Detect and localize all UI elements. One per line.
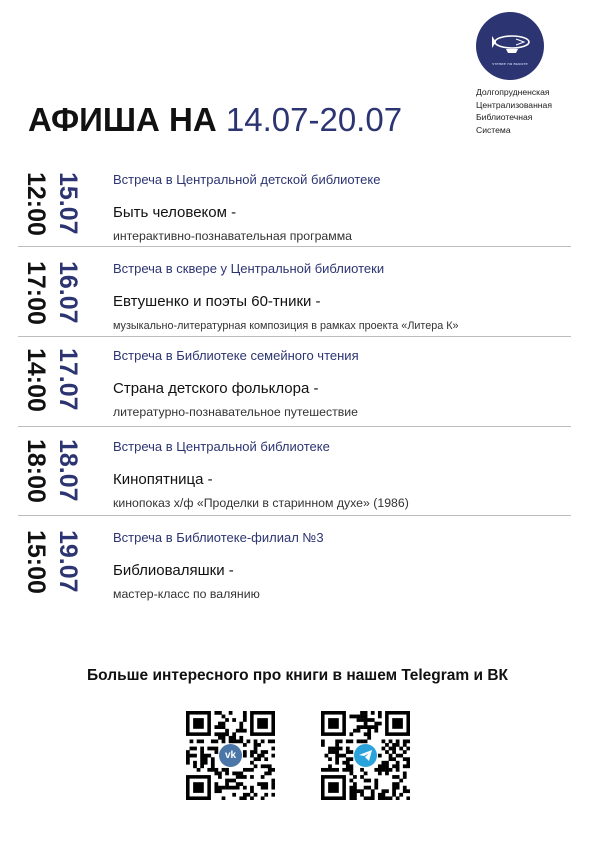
- event-description: интерактивно-познавательная программа: [113, 229, 352, 243]
- vk-qr-code[interactable]: [186, 711, 275, 800]
- footer-text: Больше интересного про книги в нашем Telegram и ВК: [87, 667, 508, 684]
- telegram-icon: [354, 744, 377, 767]
- event-date: 18.07: [54, 439, 82, 502]
- org-line: Долгопрудненская: [476, 87, 550, 97]
- logo-caption: чтение на высоте: [492, 61, 528, 66]
- event-description: литературно-познавательное путешествие: [113, 405, 358, 419]
- event-date: 16.07: [54, 261, 82, 324]
- event-time: 18:00: [22, 439, 50, 503]
- event-name: Евтушенко и поэты 60-тники -: [113, 293, 321, 310]
- org-line: Централизованная: [476, 99, 552, 110]
- event-venue: Встреча в Библиотеке семейного чтения: [113, 348, 359, 363]
- event-item: [18, 439, 571, 511]
- divider: [18, 426, 571, 427]
- event-name: Библиоваляшки -: [113, 562, 234, 579]
- divider: [18, 336, 571, 337]
- event-item: [18, 530, 571, 602]
- event-time: 12:00: [22, 172, 50, 236]
- title-prefix: АФИША НА: [28, 101, 226, 138]
- library-logo: [476, 12, 544, 80]
- event-date: 15.07: [54, 172, 82, 235]
- event-date: 17.07: [54, 348, 82, 411]
- telegram-qr-code[interactable]: [321, 711, 410, 800]
- event-name: Быть человеком -: [113, 204, 237, 221]
- event-item: [18, 348, 571, 420]
- event-item: [18, 261, 571, 333]
- event-venue: Встреча в Центральной библиотеке: [113, 439, 330, 454]
- event-venue: Встреча в сквере у Центральной библиотеки: [113, 261, 385, 276]
- event-time: 15:00: [22, 530, 50, 594]
- event-item: [18, 172, 571, 244]
- event-venue: Встреча в Центральной детской библиотеке: [113, 172, 381, 187]
- event-name: Кинопятница -: [113, 471, 213, 488]
- event-date: 19.07: [54, 530, 82, 593]
- airship-icon: [476, 12, 544, 80]
- org-line: Система: [476, 124, 511, 135]
- event-time: 17:00: [22, 261, 50, 325]
- divider: [18, 246, 571, 247]
- page-title: [28, 100, 402, 140]
- title-dates: 14.07-20.07: [225, 101, 403, 138]
- event-description: музыкально-литературная композиция в рамках проекта «Литера К»: [113, 320, 459, 332]
- event-venue: Встреча в Библиотеке-филиал №3: [113, 530, 324, 545]
- event-name: Страна детского фольклора -: [113, 380, 319, 397]
- vk-icon: vk: [219, 744, 242, 767]
- divider: [18, 515, 571, 516]
- event-description: кинопоказ х/ф «Проделки в старинном духе» (1986): [113, 496, 409, 510]
- event-time: 14:00: [22, 348, 50, 412]
- event-description: мастер-класс по валянию: [113, 587, 260, 601]
- organization-name: [476, 86, 588, 136]
- org-line: Библиотечная: [476, 112, 533, 123]
